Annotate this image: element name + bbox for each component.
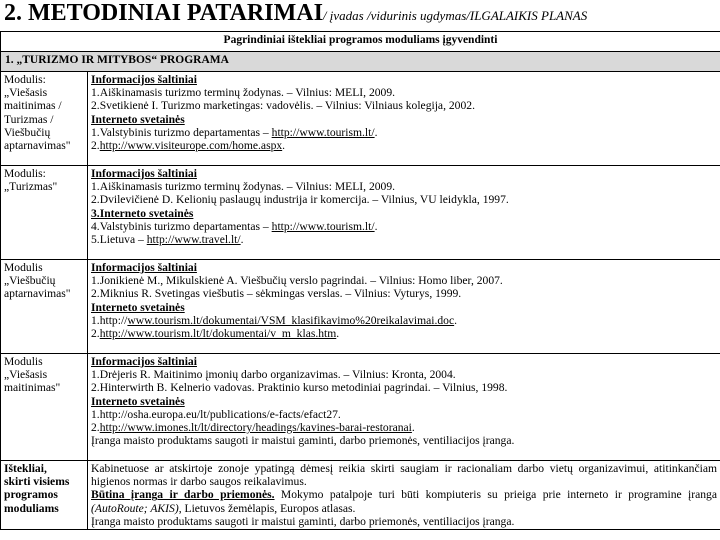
- module-label: Modulis: [4, 261, 43, 274]
- web-item: [91, 327, 717, 340]
- sources-cell: [88, 260, 720, 354]
- web-item: [91, 233, 717, 246]
- web-link[interactable]: www.tourism.lt/dokumentai/VSM_klasifikavimo%20reikalavimai.doc: [127, 313, 455, 327]
- module-name: maitinimas": [4, 381, 61, 395]
- module-name: „Turizmas": [4, 180, 58, 194]
- resources-label: skirti visiems: [4, 475, 70, 489]
- web-item-prefix: 4.Valstybinis turizmo departamentas –: [91, 219, 272, 233]
- program-title: 1. „TURIZMO IR MITYBOS“ PROGRAMA: [1, 52, 720, 72]
- module-cell: [1, 166, 88, 260]
- table-row: [1, 461, 720, 530]
- web-item-suffix: .: [336, 327, 340, 341]
- resources-table: [0, 31, 720, 530]
- equipment-text-end: , Lietuvos žemėlapis, Europos atlasas.: [178, 501, 356, 515]
- module-cell: [1, 260, 88, 354]
- equipment-note: Įranga maisto produktams saugoti ir maistui gaminti, darbo priemonės, ventiliacijos įranga.: [91, 514, 515, 528]
- web-item-suffix: .: [374, 219, 378, 233]
- web-heading: Interneto svetainės: [91, 300, 185, 314]
- source-item: 1.Aiškinamasis turizmo terminų žodynas. – Vilnius: MELI, 2009.: [91, 86, 396, 100]
- web-item-prefix: 1.http://osha.europa.eu/lt/publications/e-facts/efact27.: [91, 407, 341, 421]
- module-cell: [1, 354, 88, 461]
- web-item: [91, 408, 717, 421]
- sources-cell: [88, 354, 720, 461]
- web-item-suffix: .: [411, 421, 415, 435]
- web-item-prefix: 1.http://: [91, 313, 128, 327]
- web-item: [91, 421, 717, 434]
- source-item: 1.Drėjeris R. Maitinimo įmonių darbo organizavimas. – Vilnius: Kronta, 2004.: [91, 368, 456, 382]
- module-cell: [1, 72, 88, 166]
- sources-cell: [88, 72, 720, 166]
- web-item-prefix: 5.Lietuva –: [91, 233, 147, 247]
- web-item-suffix: .: [374, 125, 378, 139]
- table-row: [1, 166, 720, 260]
- equipment-text: Mokymo patalpoje turi būti kompiuteris su prieiga prie interneto ir programine įranga: [274, 488, 717, 502]
- table-row: [1, 354, 720, 461]
- web-heading: Interneto svetainės: [91, 394, 185, 408]
- web-item-prefix: 2.: [91, 421, 100, 435]
- module-name: maitinimas /: [4, 99, 62, 113]
- source-item: 2.Dvilevičienė D. Kelionių paslaugų industrija ir komercija. – Vilnius, VU leidykla, 1997.: [91, 193, 509, 207]
- resources-paragraph: Kabinetuose ar atskirtoje zonoje ypatingą dėmesį reikia skirti saugiam ir racionaliam darbo vietų organizavimui, atitinkančiam higienos normas ir darbo saugos reikalavimus.: [91, 462, 717, 489]
- module-name: „Viešasis: [4, 368, 48, 382]
- web-heading: 3.Interneto svetainės: [91, 206, 194, 220]
- web-item: [91, 139, 717, 152]
- web-item: [91, 126, 717, 139]
- source-item: 2.Hinterwirth B. Kelnerio vadovas. Praktinio kurso metodiniai pagrindai. – Vilnius, 1998.: [91, 381, 508, 395]
- sources-heading: Informacijos šaltiniai: [91, 73, 197, 86]
- equipment-paragraph: [91, 488, 717, 514]
- web-heading: Interneto svetainės: [91, 112, 185, 126]
- table-row: [1, 260, 720, 354]
- sources-heading: Informacijos šaltiniai: [91, 261, 197, 274]
- web-link[interactable]: http://www.visiteurope.com/home.aspx: [99, 139, 283, 153]
- web-item-prefix: 2.: [91, 139, 100, 153]
- source-item: 1.Jonikienė M., Mikulskienė A. Viešbučių verslo pagrindai. – Vilnius: Homo liber, 2007.: [91, 274, 503, 288]
- web-item: [91, 314, 717, 327]
- web-item-suffix: .: [240, 233, 244, 247]
- web-item-prefix: 2.: [91, 327, 100, 341]
- resources-label-cell: [1, 461, 88, 530]
- sources-cell: [88, 166, 720, 260]
- table-header: Pagrindiniai ištekliai programos moduliams įgyvendinti: [1, 32, 720, 52]
- module-name: „Viešbučių: [4, 274, 56, 288]
- web-link[interactable]: http://www.tourism.lt/lt/dokumentai/v_m_klas.htm: [99, 327, 337, 341]
- module-name: „Viešasis: [4, 86, 48, 100]
- web-item: [91, 220, 717, 233]
- sources-heading: Informacijos šaltiniai: [91, 355, 197, 368]
- title-subtitle: / įvadas /vidurinis ugdymas/ILGALAIKIS PLANAS: [322, 8, 588, 23]
- web-link[interactable]: http://www.imones.lt/lt/directory/headings/kavines-barai-restoranai: [99, 421, 412, 435]
- page-title: [4, 0, 720, 28]
- resources-cell: [88, 461, 720, 530]
- module-label: Modulis:: [4, 73, 46, 86]
- module-name: aptarnavimas": [4, 139, 71, 153]
- web-item-suffix: .: [282, 139, 286, 153]
- table-row: [1, 72, 720, 166]
- source-item: 2.Miknius R. Svetingas viešbutis – sėkmingas verslas. – Vilnius: Vyturys, 1999.: [91, 287, 462, 301]
- module-name: aptarnavimas": [4, 287, 71, 301]
- web-link[interactable]: http://www.tourism.lt/: [271, 125, 375, 139]
- web-item-prefix: 1.Valstybinis turizmo departamentas –: [91, 125, 272, 139]
- title-main: 2. METODINIAI PATARIMAI: [4, 0, 323, 26]
- resources-label: moduliams: [4, 501, 59, 515]
- source-item: 2.Svetikienė I. Turizmo marketingas: vadovėlis. – Vilnius: Vilniaus kolegija, 2002.: [91, 99, 475, 113]
- web-link[interactable]: http://www.tourism.lt/: [271, 219, 375, 233]
- sources-heading: Informacijos šaltiniai: [91, 167, 197, 180]
- resources-label: Ištekliai,: [4, 462, 47, 475]
- web-item-suffix: .: [454, 313, 458, 327]
- module-name: Viešbučių: [4, 125, 51, 139]
- module-label: Modulis:: [4, 167, 46, 180]
- resources-label: programos: [4, 488, 58, 502]
- module-label: Modulis: [4, 355, 43, 368]
- source-item: 1.Aiškinamasis turizmo terminų žodynas. – Vilnius: MELI, 2009.: [91, 180, 396, 194]
- module-name: Turizmas /: [4, 112, 54, 126]
- equipment-label: Būtina įranga ir darbo priemonės.: [91, 488, 275, 502]
- equipment-note: Įranga maisto produktams saugoti ir maistui gaminti, darbo priemonės, ventiliacijos įranga.: [91, 434, 515, 448]
- software-names: (AutoRoute; AKIS): [91, 501, 179, 515]
- web-link[interactable]: http://www.travel.lt/: [146, 233, 241, 247]
